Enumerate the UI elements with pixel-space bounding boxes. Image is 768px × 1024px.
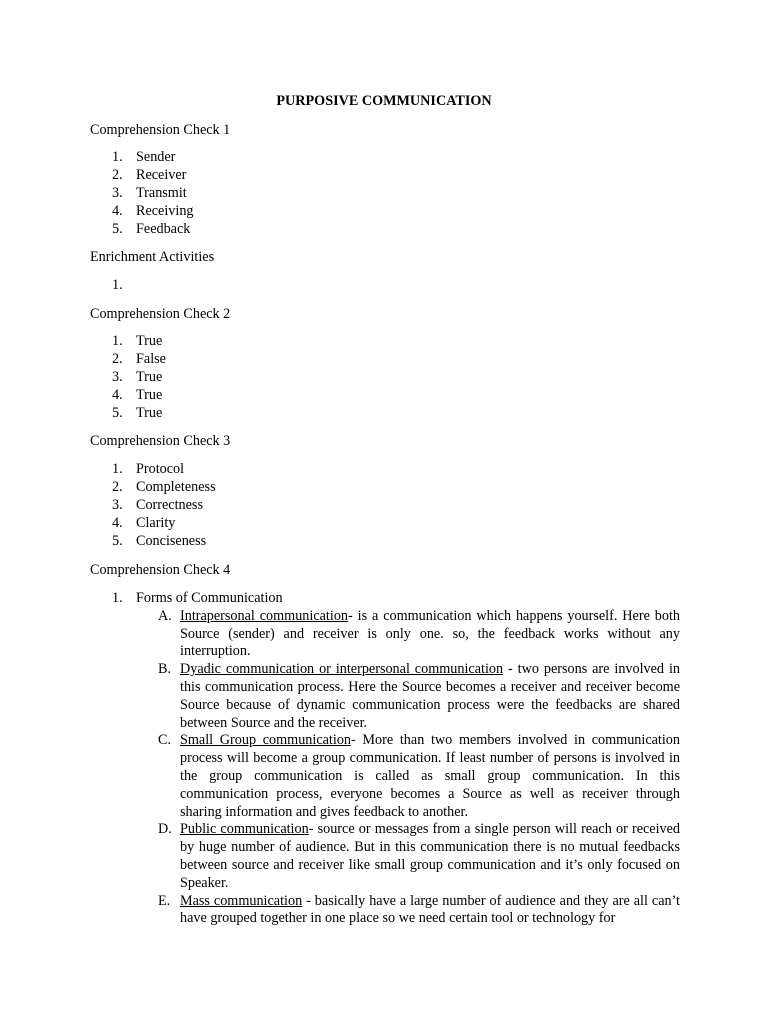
list-item: 5. Feedback [112, 220, 191, 237]
list-item: 1. True [112, 333, 163, 349]
list-item: 4. True [112, 386, 163, 403]
entry-term: Small Group communication [180, 732, 352, 749]
entry-letter: C. [158, 732, 172, 749]
entry-letter: D. [158, 821, 172, 838]
list-item: 4. Receiving [112, 202, 194, 219]
answer-list [112, 333, 166, 422]
entry-text: - basically have a large number of audience and they are all can’t have grouped together in one place so we need certain tool or technology for [180, 892, 680, 927]
list-item: 1. Protocol [112, 461, 185, 477]
list-item: 5. True [112, 404, 163, 421]
section-heading: Enrichment Activities [90, 249, 215, 265]
list-item: 3. True [112, 368, 163, 385]
section-heading: Comprehension Check 2 [90, 306, 231, 322]
form-entry [158, 732, 680, 821]
entry-term: Dyadic communication or interpersonal communication [180, 661, 504, 678]
list-item: 2. Receiver [112, 166, 187, 183]
entry-text: - is a communication which happens yourself. Here both Source (sender) and receiver is only one. so, the feedback works without any interruption. [180, 607, 680, 660]
form-entry [158, 892, 680, 929]
entry-text: - two persons are involved in this communication process. Here the Source becomes a receiver and receiver become Source because of dynamic communication process were the feedbacks are shared between Source and the receiver. [180, 661, 680, 731]
list-item: 4. Clarity [112, 514, 176, 531]
list-item: 1. [112, 277, 123, 293]
entry-term: Intrapersonal communication [180, 607, 349, 624]
entry-letter: E. [158, 892, 171, 909]
form-entry [158, 821, 681, 892]
list-item: 1. Sender [112, 149, 176, 165]
list-item: 3. Correctness [112, 496, 203, 513]
entry-letter: B. [158, 661, 172, 678]
form-entry [158, 661, 680, 732]
list-item: 3. Transmit [112, 184, 187, 201]
section-heading: Comprehension Check 4 [90, 562, 231, 578]
list-item: 2. Completeness [112, 478, 216, 495]
entry-term: Public communication [180, 821, 309, 838]
section-heading: Comprehension Check 1 [90, 122, 231, 138]
entry-text: - More than two members involved in communication process will become a group communication. If least number of persons is involved in the group communication is called as small group communication. In this communication process, everyone becomes a Source as well as receiver through sharing information and gives feedback to another. [180, 732, 680, 820]
entry-term: Mass communication [180, 892, 303, 909]
form-entry [158, 607, 680, 661]
list-item: 1. Forms of Communication [112, 590, 283, 606]
answer-list [112, 461, 216, 550]
entry-text: - source or messages from a single person will reach or received by huge number of audience. But in this communication there is no mutual feedbacks between source and receiver like small group communication and it’s only focused on Speaker. [180, 821, 681, 891]
answer-list [112, 277, 136, 295]
answer-list [112, 149, 194, 238]
list-item: 5. Conciseness [112, 532, 207, 549]
list-item: 2. False [112, 350, 166, 367]
entry-letter: A. [158, 607, 172, 624]
forms-of-communication [112, 590, 682, 928]
page-title: PURPOSIVE COMMUNICATION [276, 93, 492, 109]
section-heading: Comprehension Check 3 [90, 433, 231, 449]
